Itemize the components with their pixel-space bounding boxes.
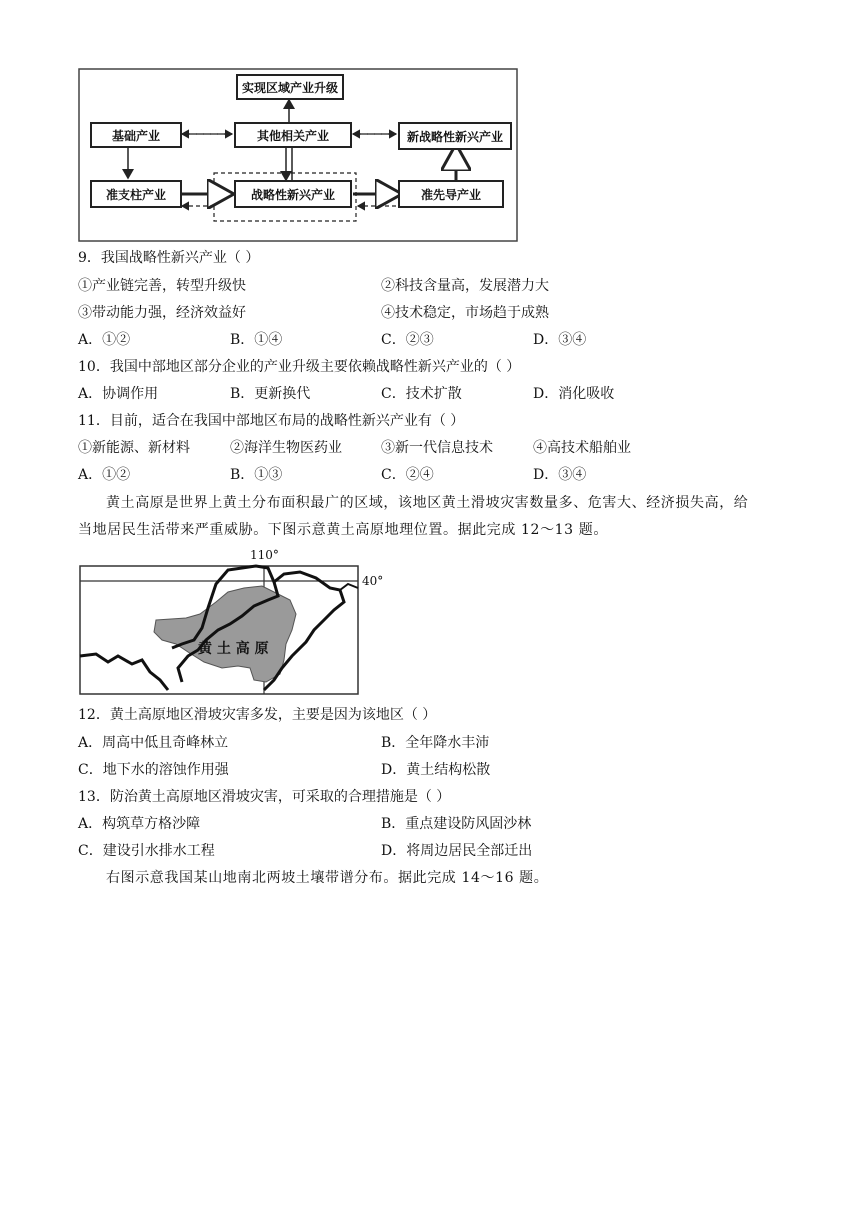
loess-plateau-map (78, 544, 384, 700)
q9-option-c: C．②③ (381, 332, 434, 348)
passage1-line2: 当地居民生活带来严重威胁。下图示意黄土高原地理位置。据此完成 12～13 题。 (78, 522, 608, 538)
passage1-line1: 黄土高原是世界上黄土分布面积最广的区域，该地区黄土滑坡灾害数量多、危害大、经济损失高，给 (106, 495, 749, 511)
q9-statement-2: ②科技含量高，发展潜力大 (381, 278, 549, 294)
box-top-goal: 实现区域产业升级 (236, 74, 344, 100)
q11-option-c: C．②④ (381, 467, 434, 483)
box-new-strategic-industry: 新战略性新兴产业 (398, 122, 512, 150)
q12-option-c: C．地下水的溶蚀作用强 (78, 762, 229, 778)
q11-statement-3: ③新一代信息技术 (381, 440, 493, 456)
q9-statement-3: ③带动能力强，经济效益好 (78, 305, 246, 321)
box-leading-industry: 准先导产业 (398, 180, 504, 208)
q10-option-d: D．消化吸收 (533, 386, 615, 402)
box-other-industry: 其他相关产业 (234, 122, 352, 148)
latitude-label: 40° (362, 574, 384, 588)
industry-diagram (78, 68, 518, 242)
region-label: 黄 土 高 原 (198, 641, 269, 657)
q13-stem: 13．防治黄土高原地区滑坡灾害，可采取的合理措施是（ ） (78, 789, 451, 805)
q13-option-d: D．将周边居民全部迁出 (381, 843, 533, 859)
q11-statement-1: ①新能源、新材料 (78, 440, 190, 456)
q12-option-a: A．周高中低且奇峰林立 (78, 735, 229, 751)
q10-option-a: A．协调作用 (78, 386, 159, 402)
q9-option-a: A．①② (78, 332, 131, 348)
q11-option-d: D．③④ (533, 467, 587, 483)
q10-option-c: C．技术扩散 (381, 386, 462, 402)
q12-option-d: D．黄土结构松散 (381, 762, 491, 778)
box-pillar-industry: 准支柱产业 (90, 180, 182, 208)
longitude-label: 110° (250, 548, 279, 562)
q9-option-d: D．③④ (533, 332, 587, 348)
q9-statement-1: ①产业链完善，转型升级快 (78, 278, 246, 294)
q13-option-c: C．建设引水排水工程 (78, 843, 215, 859)
q11-statement-4: ④高技术船舶业 (533, 440, 631, 456)
q12-stem: 12．黄土高原地区滑坡灾害多发，主要是因为该地区（ ） (78, 707, 437, 723)
q10-stem: 10．我国中部地区部分企业的产业升级主要依赖战略性新兴产业的（ ） (78, 359, 521, 375)
map-graphic (78, 544, 384, 700)
q9-stem: 9．我国战略性新兴产业（ ） (78, 250, 260, 266)
passage2-line1: 右图示意我国某山地南北两坡土壤带谱分布。据此完成 14～16 题。 (106, 870, 549, 886)
q10-option-b: B．更新换代 (230, 386, 311, 402)
q11-statement-2: ②海洋生物医药业 (230, 440, 342, 456)
box-basic-industry: 基础产业 (90, 122, 182, 148)
box-strategic-industry: 战略性新兴产业 (234, 180, 352, 208)
q11-option-a: A．①② (78, 467, 131, 483)
q11-stem: 11．目前，适合在我国中部地区布局的战略性新兴产业有（ ） (78, 413, 465, 429)
q13-option-a: A．构筑草方格沙障 (78, 816, 201, 832)
q12-option-b: B．全年降水丰沛 (381, 735, 490, 751)
q11-option-b: B．①③ (230, 467, 283, 483)
q13-option-b: B．重点建设防风固沙林 (381, 816, 532, 832)
q9-statement-4: ④技术稳定，市场趋于成熟 (381, 305, 549, 321)
q9-option-b: B．①④ (230, 332, 283, 348)
